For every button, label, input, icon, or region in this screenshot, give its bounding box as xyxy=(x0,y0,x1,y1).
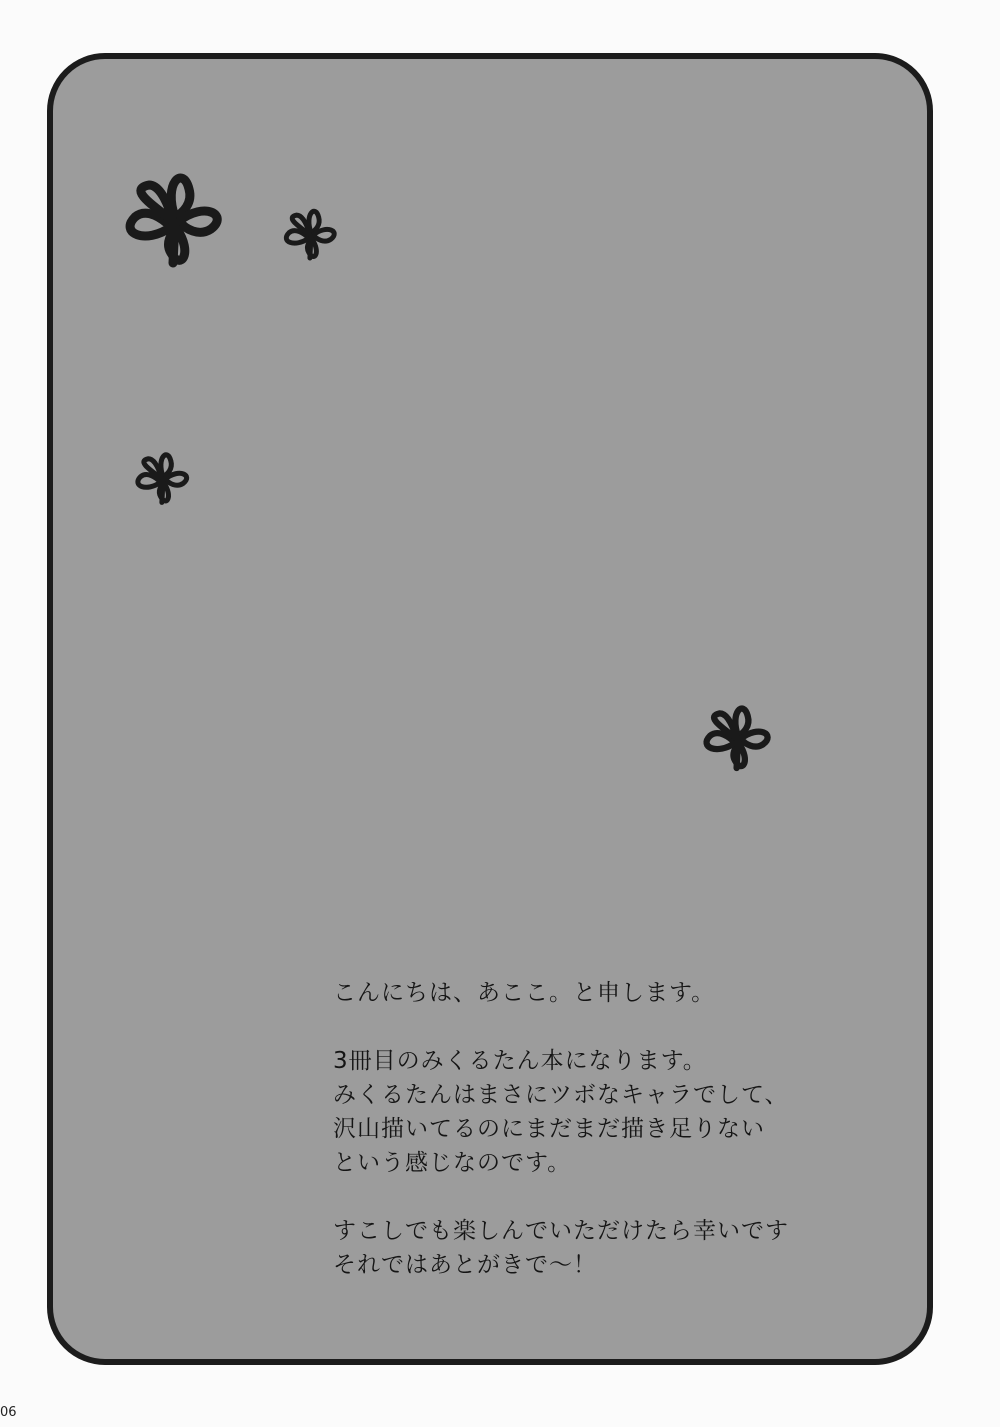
text-line: という感じなのです。 xyxy=(333,1150,572,1176)
text-line: それではあとがきで～！ xyxy=(333,1252,597,1278)
afterword-message xyxy=(333,976,893,1316)
greeting-line: こんにちは、あここ。と申します。 xyxy=(333,980,716,1006)
text-line: みくるたんはまさにツボなキャラでして、 xyxy=(333,1082,789,1108)
text-line: すこしでも楽しんでいただけたら幸いです xyxy=(333,1218,789,1244)
closing-paragraph xyxy=(333,1214,893,1282)
text-line: 沢山描いてるのにまだまだ描き足りない xyxy=(333,1116,765,1142)
text-line: 3冊目のみくるたん本になります。 xyxy=(333,1048,707,1074)
page-number: 06 xyxy=(0,1405,17,1420)
intro-paragraph xyxy=(333,1044,893,1180)
greeting-paragraph xyxy=(333,976,893,1010)
